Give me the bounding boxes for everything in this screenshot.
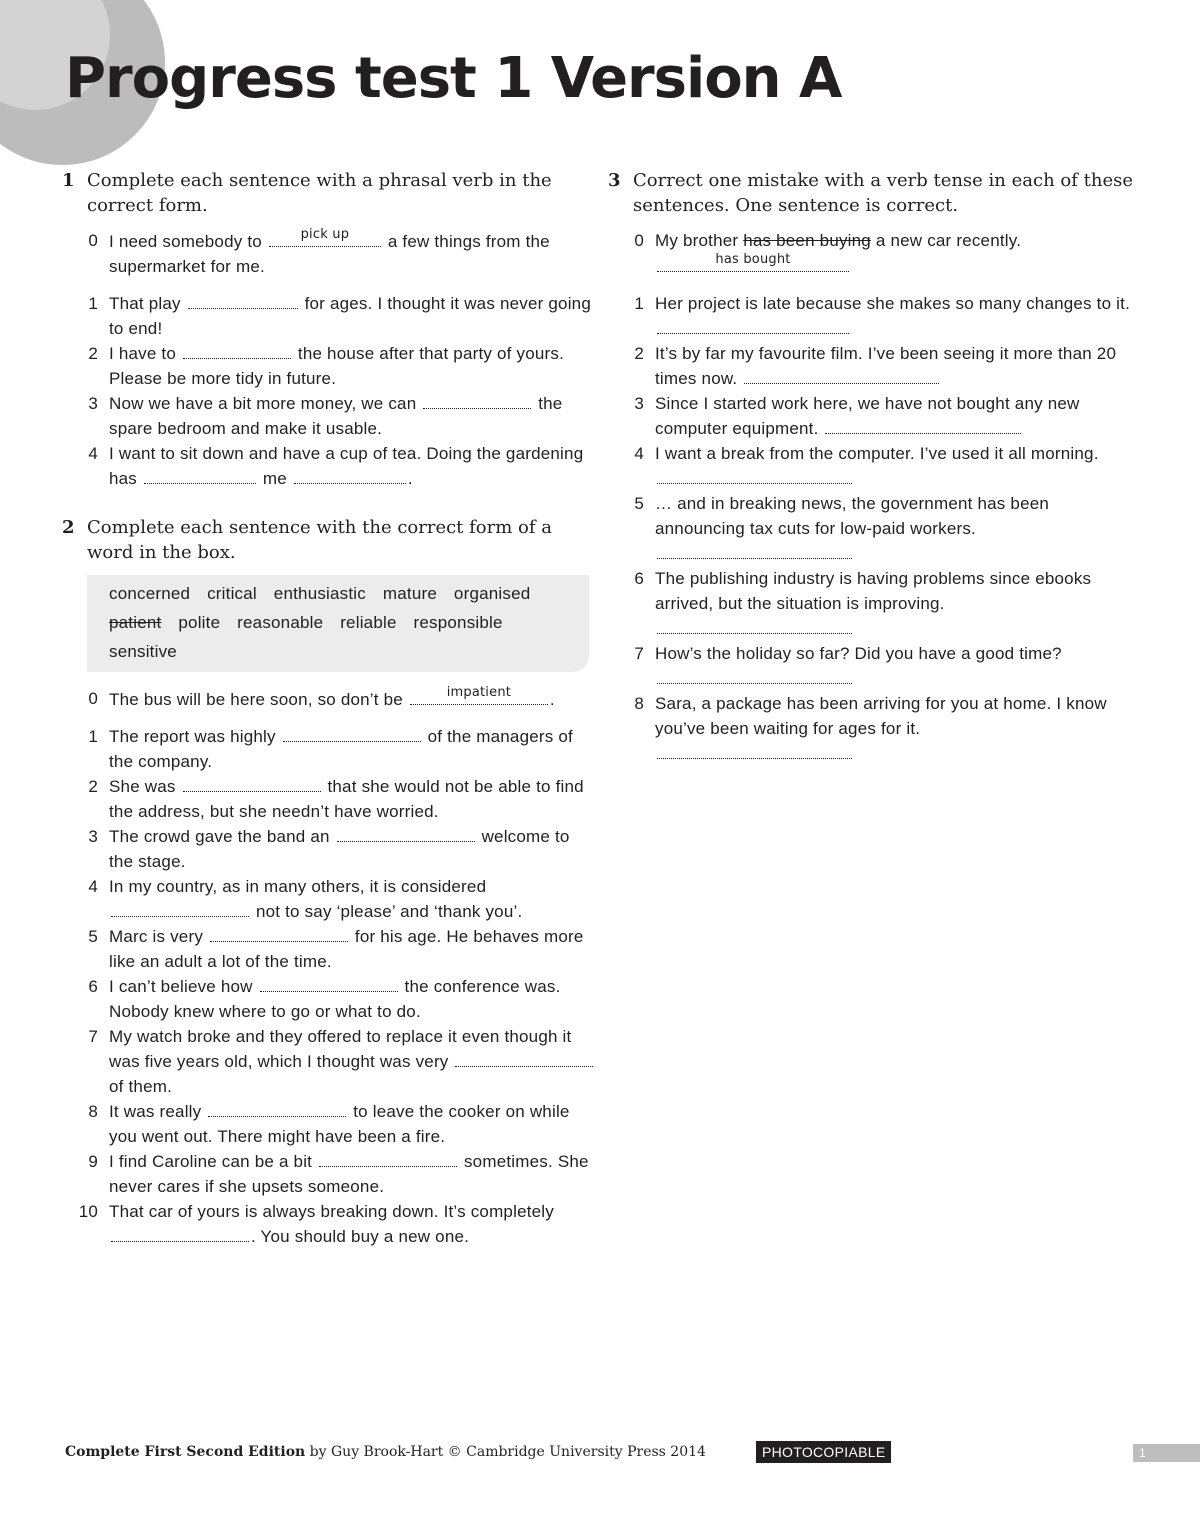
section-3-items xyxy=(608,228,1138,766)
item-number: 2 xyxy=(88,344,98,363)
question-text-after: sometimes. She never cares if she upsets someone. xyxy=(109,1152,589,1196)
question-text-before: Now we have a bit more money, we can xyxy=(109,394,417,413)
question-text-before: In my country, as in many others, it is considered xyxy=(109,877,487,896)
answer-blank[interactable] xyxy=(283,726,421,742)
question-text-before: It was really xyxy=(109,1102,202,1121)
question-text-before: I can’t believe how xyxy=(109,977,253,996)
example-answer-blank xyxy=(410,686,548,705)
example-text-before: I need somebody to xyxy=(109,232,262,251)
question-text-before: I have to xyxy=(109,344,177,363)
section-2-question-7 xyxy=(62,1024,597,1099)
example-text-before: The bus will be here soon, so don’t be xyxy=(109,690,403,709)
question-text-after: of the managers of the company. xyxy=(109,727,573,771)
word-box xyxy=(87,575,589,672)
section-3-question-4 xyxy=(608,441,1138,491)
question-text-after: the conference was. Nobody knew where to go or what to do. xyxy=(109,977,561,1021)
section-2-question-8 xyxy=(62,1099,597,1149)
example-answer: impatient xyxy=(446,685,512,700)
answer-blank[interactable] xyxy=(208,1101,346,1117)
section-1-question-1 xyxy=(62,291,597,341)
question-text-before: The report was highly xyxy=(109,727,276,746)
answer-blank[interactable] xyxy=(423,393,531,409)
question-text-before: That car of yours is always breaking down. It’s completely xyxy=(109,1202,554,1221)
question-text-after: for ages. I thought it was never going to end! xyxy=(109,294,591,338)
section-3-question-5 xyxy=(608,491,1138,566)
section-1-question-2 xyxy=(62,341,597,391)
example-text-before: My brother xyxy=(655,231,739,250)
answer-blank[interactable] xyxy=(319,1151,457,1167)
section-3-question-3 xyxy=(608,391,1138,441)
question-text-after: the spare bedroom and make it usable. xyxy=(109,394,563,438)
footer-credit xyxy=(65,1444,706,1460)
question-text-after: to leave the cooker on while you went out. There might have been a fire. xyxy=(109,1102,570,1146)
example-answer-blank xyxy=(269,228,381,247)
question-text-after: . xyxy=(407,469,413,488)
item-number: 3 xyxy=(634,394,644,413)
question-text-before: She was xyxy=(109,777,176,796)
answer-blank[interactable] xyxy=(260,976,398,992)
section-2-question-4 xyxy=(62,874,597,924)
photocopiable-badge: PHOTOCOPIABLE xyxy=(756,1441,891,1463)
item-number: 0 xyxy=(88,231,98,250)
item-number: 9 xyxy=(88,1152,98,1171)
item-number: 6 xyxy=(88,977,98,996)
question-text-after: welcome to the stage. xyxy=(109,827,570,871)
item-number: 2 xyxy=(634,344,644,363)
answer-blank[interactable] xyxy=(744,368,939,384)
page-number: 1 xyxy=(1133,1444,1200,1462)
section-1-number: 1 xyxy=(62,170,75,191)
question-text-after: of them. xyxy=(109,1077,173,1096)
section-1-instruction xyxy=(62,168,597,218)
footer-credit-text: by Guy Brook-Hart © Cambridge University Press 2014 xyxy=(309,1444,706,1460)
section-2-number: 2 xyxy=(62,517,75,538)
item-number: 2 xyxy=(88,777,98,796)
word-box-line-3: sensitive xyxy=(109,642,177,661)
answer-blank[interactable] xyxy=(657,743,852,759)
section-3-question-7 xyxy=(608,641,1138,691)
question-text-after: not to say ‘please’ and ‘thank you’. xyxy=(255,902,523,921)
answer-blank[interactable] xyxy=(657,543,852,559)
answer-blank[interactable] xyxy=(183,343,291,359)
item-number: 8 xyxy=(88,1102,98,1121)
answer-blank[interactable] xyxy=(188,293,298,309)
question-text: Sara, a package has been arriving for you at home. I know you’ve been waiting for ages for it. xyxy=(655,694,1107,738)
section-3-question-1 xyxy=(608,291,1138,341)
question-text-middle: me xyxy=(262,469,287,488)
question-text: … and in breaking news, the government has been announcing tax cuts for low-paid workers. xyxy=(655,494,1050,538)
section-3-instruction xyxy=(608,168,1138,218)
page-title: Progress test 1 Version A xyxy=(65,46,842,111)
right-column xyxy=(608,168,1138,766)
item-number: 7 xyxy=(634,644,644,663)
question-text-before: My watch broke and they offered to replace it even though it was five years old, which I thought was very xyxy=(109,1027,572,1071)
answer-blank[interactable] xyxy=(210,926,348,942)
section-2-question-2 xyxy=(62,774,597,824)
section-1-items xyxy=(62,228,597,491)
answer-blank-1[interactable] xyxy=(144,468,256,484)
section-1-example xyxy=(62,228,597,279)
item-number: 4 xyxy=(88,877,98,896)
example-answer: pick up xyxy=(300,227,350,242)
item-number: 3 xyxy=(88,394,98,413)
section-3-question-2 xyxy=(608,341,1138,391)
section-2-question-3 xyxy=(62,824,597,874)
item-number: 0 xyxy=(88,689,98,708)
item-number: 5 xyxy=(88,927,98,946)
question-text-before: I want to sit down and have a cup of tea. Doing the gardening has xyxy=(109,444,584,488)
section-2-question-6 xyxy=(62,974,597,1024)
answer-blank[interactable] xyxy=(825,418,1021,434)
item-number: 8 xyxy=(634,694,644,713)
question-text: How’s the holiday so far? Did you have a good time? xyxy=(655,644,1062,663)
answer-blank[interactable] xyxy=(111,1226,249,1242)
question-text-after: the house after that party of yours. Please be more tidy in future. xyxy=(109,344,565,388)
answer-blank[interactable] xyxy=(657,468,852,484)
section-3-example xyxy=(608,228,1138,279)
section-3-instruction-text: Correct one mistake with a verb tense in each of these sentences. One sentence is correct. xyxy=(633,170,1133,216)
item-number: 3 xyxy=(88,827,98,846)
section-3-question-6 xyxy=(608,566,1138,641)
item-number: 1 xyxy=(634,294,644,313)
item-number: 10 xyxy=(78,1202,98,1221)
item-number: 6 xyxy=(634,569,644,588)
section-2-question-5 xyxy=(62,924,597,974)
answer-blank[interactable] xyxy=(111,901,249,917)
section-2-instruction-text: Complete each sentence with the correct form of a word in the box. xyxy=(87,517,552,563)
section-1-instruction-text: Complete each sentence with a phrasal verb in the correct form. xyxy=(87,170,552,216)
word-box-line-2 xyxy=(109,608,579,637)
example-text-after: a new car recently. xyxy=(875,231,1022,250)
struck-word: patient xyxy=(109,613,162,632)
answer-blank[interactable] xyxy=(657,318,849,334)
section-1-question-4 xyxy=(62,441,597,491)
word-box-line-2-rest: polite reasonable reliable responsible xyxy=(178,613,503,632)
example-answer: has bought xyxy=(715,252,791,267)
question-text: It’s by far my favourite film. I’ve been seeing it more than 20 times now. xyxy=(655,344,1117,388)
question-text-after: that she would not be able to find the address, but she needn’t have worried. xyxy=(109,777,584,821)
example-text-after: . xyxy=(549,690,555,709)
section-2-instruction xyxy=(62,515,597,565)
question-text: The publishing industry is having problems since ebooks arrived, but the situation is improving. xyxy=(655,569,1092,613)
answer-blank[interactable] xyxy=(183,776,321,792)
item-number: 1 xyxy=(88,294,98,313)
question-text: Her project is late because she makes so many changes to it. xyxy=(655,294,1131,313)
question-text: I want a break from the computer. I’ve used it all morning. xyxy=(655,444,1099,463)
question-text-before: Marc is very xyxy=(109,927,204,946)
word-box-line-1: concerned critical enthusiastic mature organised xyxy=(109,584,531,603)
section-2-example xyxy=(62,686,597,712)
left-column xyxy=(62,168,597,1249)
answer-blank[interactable] xyxy=(657,618,852,634)
question-text-before: That play xyxy=(109,294,181,313)
question-text-after: . You should buy a new one. xyxy=(251,1227,470,1246)
section-2-items xyxy=(62,686,597,1249)
answer-blank[interactable] xyxy=(657,668,852,684)
section-2-question-1 xyxy=(62,724,597,774)
section-2-question-10 xyxy=(62,1199,597,1249)
item-number: 1 xyxy=(88,727,98,746)
question-text: Since I started work here, we have not bought any new computer equipment. xyxy=(655,394,1080,438)
item-number: 0 xyxy=(634,231,644,250)
footer-book-title: Complete First Second Edition xyxy=(65,1444,306,1460)
item-number: 5 xyxy=(634,494,644,513)
example-text-after: a few things from the supermarket for me. xyxy=(109,232,550,276)
section-2-question-9 xyxy=(62,1149,597,1199)
answer-blank[interactable] xyxy=(455,1051,593,1067)
question-text-after: for his age. He behaves more like an adult a lot of the time. xyxy=(109,927,584,971)
section-3-number: 3 xyxy=(608,170,621,191)
section-3-question-8 xyxy=(608,691,1138,766)
answer-blank[interactable] xyxy=(337,826,475,842)
item-number: 4 xyxy=(634,444,644,463)
answer-blank-2[interactable] xyxy=(294,468,406,484)
question-text-before: The crowd gave the band an xyxy=(109,827,330,846)
question-text-before: I find Caroline can be a bit xyxy=(109,1152,313,1171)
struck-text: has been buying xyxy=(743,231,871,250)
item-number: 4 xyxy=(88,444,98,463)
section-1-question-3 xyxy=(62,391,597,441)
example-answer-blank xyxy=(657,253,849,272)
item-number: 7 xyxy=(88,1027,98,1046)
